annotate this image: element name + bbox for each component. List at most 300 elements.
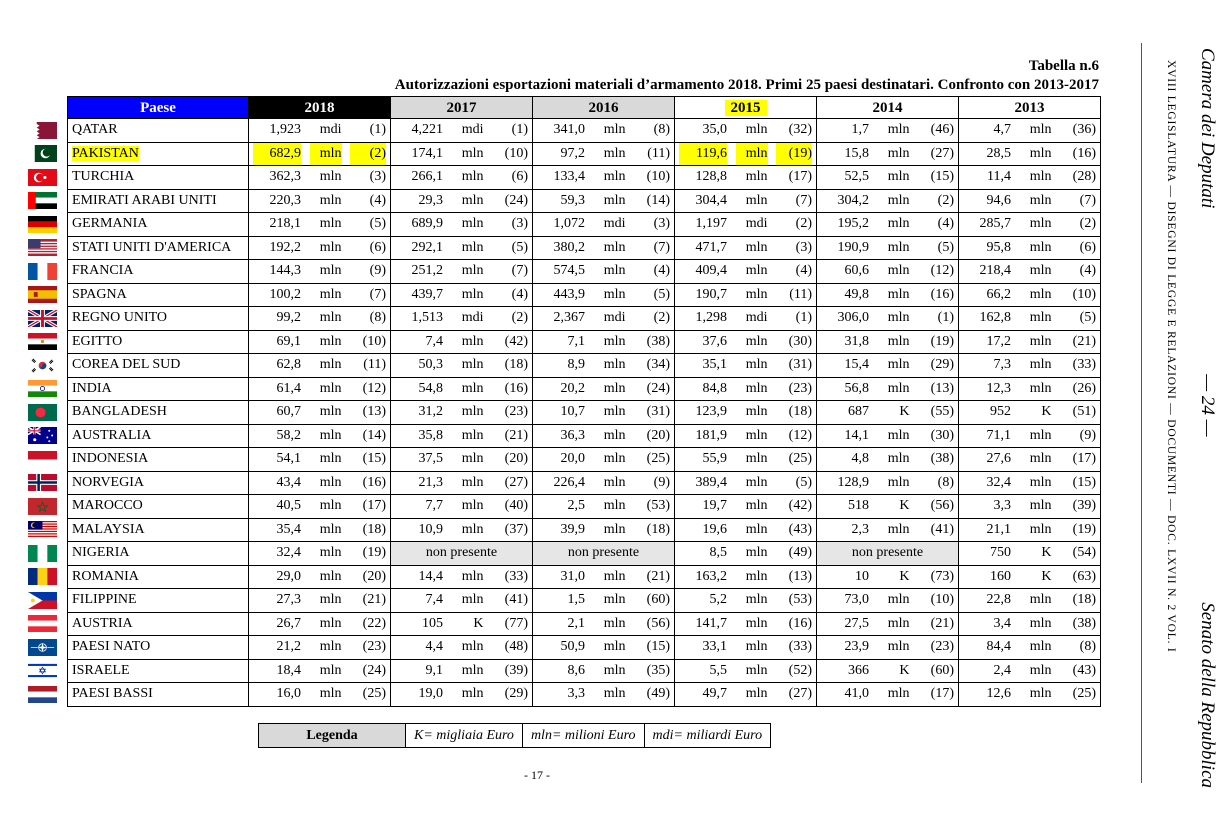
unit: mln [319, 216, 342, 232]
amount: 12,3 [986, 380, 1011, 396]
value-cell [249, 448, 391, 472]
rank: (7) [795, 192, 812, 208]
unit: mln [1029, 263, 1052, 279]
value-group [821, 448, 954, 470]
value-cell [391, 377, 533, 401]
unit: mdi [461, 310, 484, 326]
rank: (8) [369, 310, 386, 326]
amount: 9,1 [425, 662, 443, 678]
value-group [537, 260, 670, 282]
country-cell [68, 307, 249, 331]
value-group [537, 566, 670, 588]
header-year-2015 [675, 97, 817, 119]
rank: (24) [504, 192, 528, 208]
value-cell [959, 565, 1101, 589]
amount: 26,7 [276, 615, 301, 631]
amount: 128,8 [695, 169, 727, 185]
table-row [68, 518, 1101, 542]
rank: (2) [511, 310, 528, 326]
value-cell [959, 354, 1101, 378]
value-cell [675, 354, 817, 378]
rank: (7) [653, 239, 670, 255]
country-name: PAKISTAN [72, 145, 139, 161]
unit: K [473, 615, 484, 631]
amount: 128,9 [837, 474, 869, 490]
value-cell [959, 589, 1101, 613]
rank: (4) [511, 286, 528, 302]
amount: 7,4 [425, 333, 443, 349]
value-cell [391, 236, 533, 260]
value-cell [817, 166, 959, 190]
amount: 35,1 [702, 357, 727, 373]
value-cell [391, 330, 533, 354]
value-cell [533, 424, 675, 448]
amount: 28,5 [986, 145, 1011, 161]
unit: mln [745, 615, 768, 631]
value-cell [249, 283, 391, 307]
rank: (10) [646, 169, 670, 185]
value-cell [817, 401, 959, 425]
header-year-2018: 2018 [249, 97, 391, 119]
value-cell [391, 495, 533, 519]
unit: mln [319, 662, 342, 678]
rank: (29) [930, 357, 954, 373]
unit: mln [603, 122, 626, 138]
value-cell [959, 636, 1101, 660]
rank: (55) [930, 404, 954, 420]
value-cell [675, 401, 817, 425]
value-group [963, 331, 1096, 353]
value-group [679, 636, 812, 658]
value-cell [675, 142, 817, 166]
value-cell [533, 659, 675, 683]
unit: mln [603, 615, 626, 631]
amount: 285,7 [979, 216, 1011, 232]
unit: mln [887, 474, 910, 490]
country-name: BANGLADESH [72, 404, 167, 420]
amount: 73,0 [844, 592, 869, 608]
unit: mln [319, 545, 342, 561]
rank: (3) [795, 239, 812, 255]
country-cell [68, 589, 249, 613]
rank: (41) [504, 592, 528, 608]
value-group [253, 213, 386, 235]
unit: mln [745, 427, 768, 443]
value-cell [391, 119, 533, 143]
country-cell [68, 330, 249, 354]
unit: mln [319, 310, 342, 326]
rank: (27) [930, 145, 954, 161]
rank: (19) [930, 333, 954, 349]
table-row [68, 307, 1101, 331]
unit: mln [1029, 357, 1052, 373]
rank: (8) [1079, 639, 1096, 655]
rank: (18) [646, 521, 670, 537]
rank: (23) [362, 639, 386, 655]
value-group [963, 401, 1096, 423]
unit: mln [461, 192, 484, 208]
value-group [963, 660, 1096, 682]
unit: mln [1029, 615, 1052, 631]
unit: mln [887, 357, 910, 373]
value-group [253, 237, 386, 259]
rank: (8) [937, 474, 954, 490]
value-group [395, 237, 528, 259]
page-number: - 17 - [524, 768, 550, 782]
value-group [679, 166, 812, 188]
country-cell [68, 471, 249, 495]
value-cell [391, 142, 533, 166]
value-group [679, 683, 812, 705]
unit: mln [603, 662, 626, 678]
unit: mln [603, 451, 626, 467]
value-cell [675, 565, 817, 589]
rank: (18) [362, 521, 386, 537]
value-cell [959, 612, 1101, 636]
value-cell [817, 330, 959, 354]
amount: 19,7 [702, 498, 727, 514]
value-group [537, 378, 670, 400]
value-group [963, 448, 1096, 470]
value-group [821, 401, 954, 423]
value-cell [675, 236, 817, 260]
value-group [537, 143, 670, 165]
value-cell [533, 636, 675, 660]
value-group [821, 566, 954, 588]
amount: 341,0 [553, 122, 585, 138]
value-group [963, 519, 1096, 541]
table-row [68, 401, 1101, 425]
unit: mln [745, 169, 768, 185]
value-cell [675, 119, 817, 143]
rank: (60) [930, 662, 954, 678]
amount: 54,8 [418, 380, 443, 396]
amount: 39,9 [560, 521, 585, 537]
value-group [963, 260, 1096, 282]
amount: 37,6 [702, 333, 727, 349]
rank: (31) [646, 404, 670, 420]
rank: (11) [363, 357, 386, 373]
value-group [821, 166, 954, 188]
value-cell [675, 283, 817, 307]
value-group [395, 683, 528, 705]
amount: 251,2 [411, 263, 443, 279]
rank: (9) [1079, 427, 1096, 443]
country-cell [68, 236, 249, 260]
country-name: FRANCIA [72, 263, 134, 279]
rank: (5) [511, 239, 528, 255]
country-name: EMIRATI ARABI UNITI [72, 192, 217, 208]
value-group [395, 190, 528, 212]
value-group [821, 589, 954, 611]
rank: (51) [1072, 404, 1096, 420]
turkey-flag-icon [28, 169, 57, 186]
country-name: ROMANIA [72, 568, 139, 584]
value-group [679, 589, 812, 611]
table-row [68, 260, 1101, 284]
unit: mln [887, 380, 910, 396]
amount: 5,5 [709, 662, 727, 678]
unit: mln [887, 639, 910, 655]
unit: mln [603, 357, 626, 373]
country-name: AUSTRALIA [72, 427, 152, 443]
country-name: NORVEGIA [72, 474, 144, 490]
value-cell [959, 518, 1101, 542]
amount: 35,4 [276, 521, 301, 537]
amount: 84,4 [986, 639, 1011, 655]
amount: 20,2 [560, 380, 585, 396]
country-cell [68, 518, 249, 542]
unit: mln [1029, 380, 1052, 396]
unit: mln [461, 263, 484, 279]
unit: mln [887, 192, 910, 208]
value-group [253, 495, 386, 517]
country-cell [68, 448, 249, 472]
rank: (22) [362, 615, 386, 631]
value-cell [249, 495, 391, 519]
unit: mln [319, 568, 342, 584]
amount: 18,4 [276, 662, 301, 678]
amount: 7,3 [993, 357, 1011, 373]
rank: (33) [788, 639, 812, 655]
unit: mln [745, 545, 768, 561]
value-cell [817, 424, 959, 448]
value-cell [817, 213, 959, 237]
value-cell [391, 565, 533, 589]
table-row [68, 213, 1101, 237]
country-name: GERMANIA [72, 216, 148, 232]
amount: 35,0 [702, 122, 727, 138]
value-cell [533, 518, 675, 542]
unit: mln [461, 357, 484, 373]
value-group [537, 519, 670, 541]
unit: mln [461, 662, 484, 678]
table-row [68, 448, 1101, 472]
value-group [821, 378, 954, 400]
table-row [68, 424, 1101, 448]
header-year-2013: 2013 [959, 97, 1101, 119]
value-group [537, 166, 670, 188]
country-name: SPAGNA [72, 286, 127, 302]
rank: (16) [788, 615, 812, 631]
unit: mln [1029, 192, 1052, 208]
country-cell [68, 683, 249, 707]
value-group [963, 378, 1096, 400]
rank: (35) [646, 662, 670, 678]
rank: (17) [930, 686, 954, 702]
value-group [821, 119, 954, 141]
amount: 163,2 [695, 568, 727, 584]
unit: mln [603, 286, 626, 302]
rank: (16) [930, 286, 954, 302]
unit: mln [603, 192, 626, 208]
unit: mln [461, 639, 484, 655]
egypt-flag-icon [28, 333, 57, 350]
rank: (7) [511, 263, 528, 279]
value-cell [959, 401, 1101, 425]
amount: 23,9 [844, 639, 869, 655]
amount: 123,9 [695, 404, 727, 420]
amount: 2,3 [851, 521, 869, 537]
india-flag-icon [28, 380, 57, 397]
country-cell [68, 166, 249, 190]
value-group [395, 495, 528, 517]
value-group [679, 378, 812, 400]
amount: 1,197 [695, 216, 727, 232]
amount: 8,9 [567, 357, 585, 373]
rank: (39) [1072, 498, 1096, 514]
side-page: — 24 — [1197, 374, 1218, 437]
unit: mln [319, 192, 342, 208]
amount: 27,6 [986, 451, 1011, 467]
rank: (56) [646, 615, 670, 631]
value-group [963, 237, 1096, 259]
unit: mln [461, 169, 484, 185]
unit: mln [745, 357, 768, 373]
unit: mln [461, 427, 484, 443]
margin-divider [1141, 43, 1142, 783]
amount: 36,3 [560, 427, 585, 443]
rank: (14) [646, 192, 670, 208]
rank: (60) [646, 592, 670, 608]
amount: 29,3 [418, 192, 443, 208]
amount: 304,2 [837, 192, 869, 208]
value-group [537, 190, 670, 212]
value-cell [249, 683, 391, 707]
rank: (20) [504, 451, 528, 467]
unit: mln [319, 169, 342, 185]
amount: 439,7 [411, 286, 443, 302]
value-cell [817, 119, 959, 143]
amount: 574,5 [553, 263, 585, 279]
rank: (4) [369, 192, 386, 208]
amount: 22,8 [986, 592, 1011, 608]
value-cell [817, 189, 959, 213]
value-cell [533, 260, 675, 284]
unit: mln [461, 216, 484, 232]
rank: (21) [504, 427, 528, 443]
amount: 292,1 [411, 239, 443, 255]
unit: K [899, 662, 910, 678]
value-cell [391, 636, 533, 660]
unit: mln [461, 286, 484, 302]
value-group [537, 589, 670, 611]
amount: 62,8 [276, 357, 301, 373]
value-group [679, 542, 812, 564]
not-present-cell: non presente [533, 542, 675, 566]
value-cell [249, 330, 391, 354]
value-cell [959, 683, 1101, 707]
rank: (24) [362, 662, 386, 678]
value-cell [675, 471, 817, 495]
amount: 21,1 [986, 521, 1011, 537]
amount: 50,3 [418, 357, 443, 373]
rank: (10) [504, 145, 528, 161]
table-row [68, 612, 1101, 636]
value-group [253, 472, 386, 494]
value-cell [533, 471, 675, 495]
value-cell [391, 283, 533, 307]
rank: (49) [646, 686, 670, 702]
unit: mln [461, 333, 484, 349]
country-cell [68, 377, 249, 401]
amount: 33,1 [702, 639, 727, 655]
amount: 32,4 [986, 474, 1011, 490]
value-cell [959, 213, 1101, 237]
rank: (48) [504, 639, 528, 655]
rank: (33) [1072, 357, 1096, 373]
value-cell [817, 565, 959, 589]
rank: (4) [653, 263, 670, 279]
amount: 58,2 [276, 427, 301, 443]
value-cell [249, 189, 391, 213]
amount: 99,2 [276, 310, 301, 326]
value-group [395, 354, 528, 376]
rank: (19) [776, 143, 812, 165]
value-group [679, 260, 812, 282]
unit: mln [1029, 216, 1052, 232]
value-group [395, 331, 528, 353]
value-cell [817, 683, 959, 707]
rank: (16) [504, 380, 528, 396]
value-cell [675, 166, 817, 190]
value-group [963, 166, 1096, 188]
value-cell [817, 142, 959, 166]
value-cell [533, 377, 675, 401]
rank: (15) [930, 169, 954, 185]
unit: mln [1029, 474, 1052, 490]
amount: 3,3 [993, 498, 1011, 514]
country-name: PAESI NATO [72, 639, 151, 655]
rank: (21) [362, 592, 386, 608]
amount: 266,1 [411, 169, 443, 185]
unit: mln [461, 592, 484, 608]
unit: mln [319, 592, 342, 608]
header-year-2015-label: 2015 [725, 100, 767, 116]
amount: 471,7 [695, 239, 727, 255]
value-group [821, 425, 954, 447]
amount: 1,7 [851, 122, 869, 138]
value-cell [249, 518, 391, 542]
unit: mln [745, 521, 768, 537]
value-group [537, 636, 670, 658]
header-year-2014: 2014 [817, 97, 959, 119]
amount: 195,2 [837, 216, 869, 232]
unit: mdi [603, 310, 626, 326]
value-cell [817, 377, 959, 401]
value-group [253, 636, 386, 658]
table-row [68, 636, 1101, 660]
value-cell [249, 377, 391, 401]
side-header [1196, 48, 1218, 788]
amount: 750 [990, 545, 1011, 561]
amount: 37,5 [418, 451, 443, 467]
value-group [395, 307, 528, 329]
unit: mln [1029, 662, 1052, 678]
unit: mln [603, 498, 626, 514]
unit: mln [319, 615, 342, 631]
unit: mln [745, 192, 768, 208]
rank: (14) [362, 427, 386, 443]
value-group [821, 143, 954, 165]
unit: mln [461, 404, 484, 420]
country-cell [68, 565, 249, 589]
value-group [679, 401, 812, 423]
country-cell [68, 260, 249, 284]
amount: 443,9 [553, 286, 585, 302]
value-group [395, 166, 528, 188]
rank: (77) [504, 615, 528, 631]
